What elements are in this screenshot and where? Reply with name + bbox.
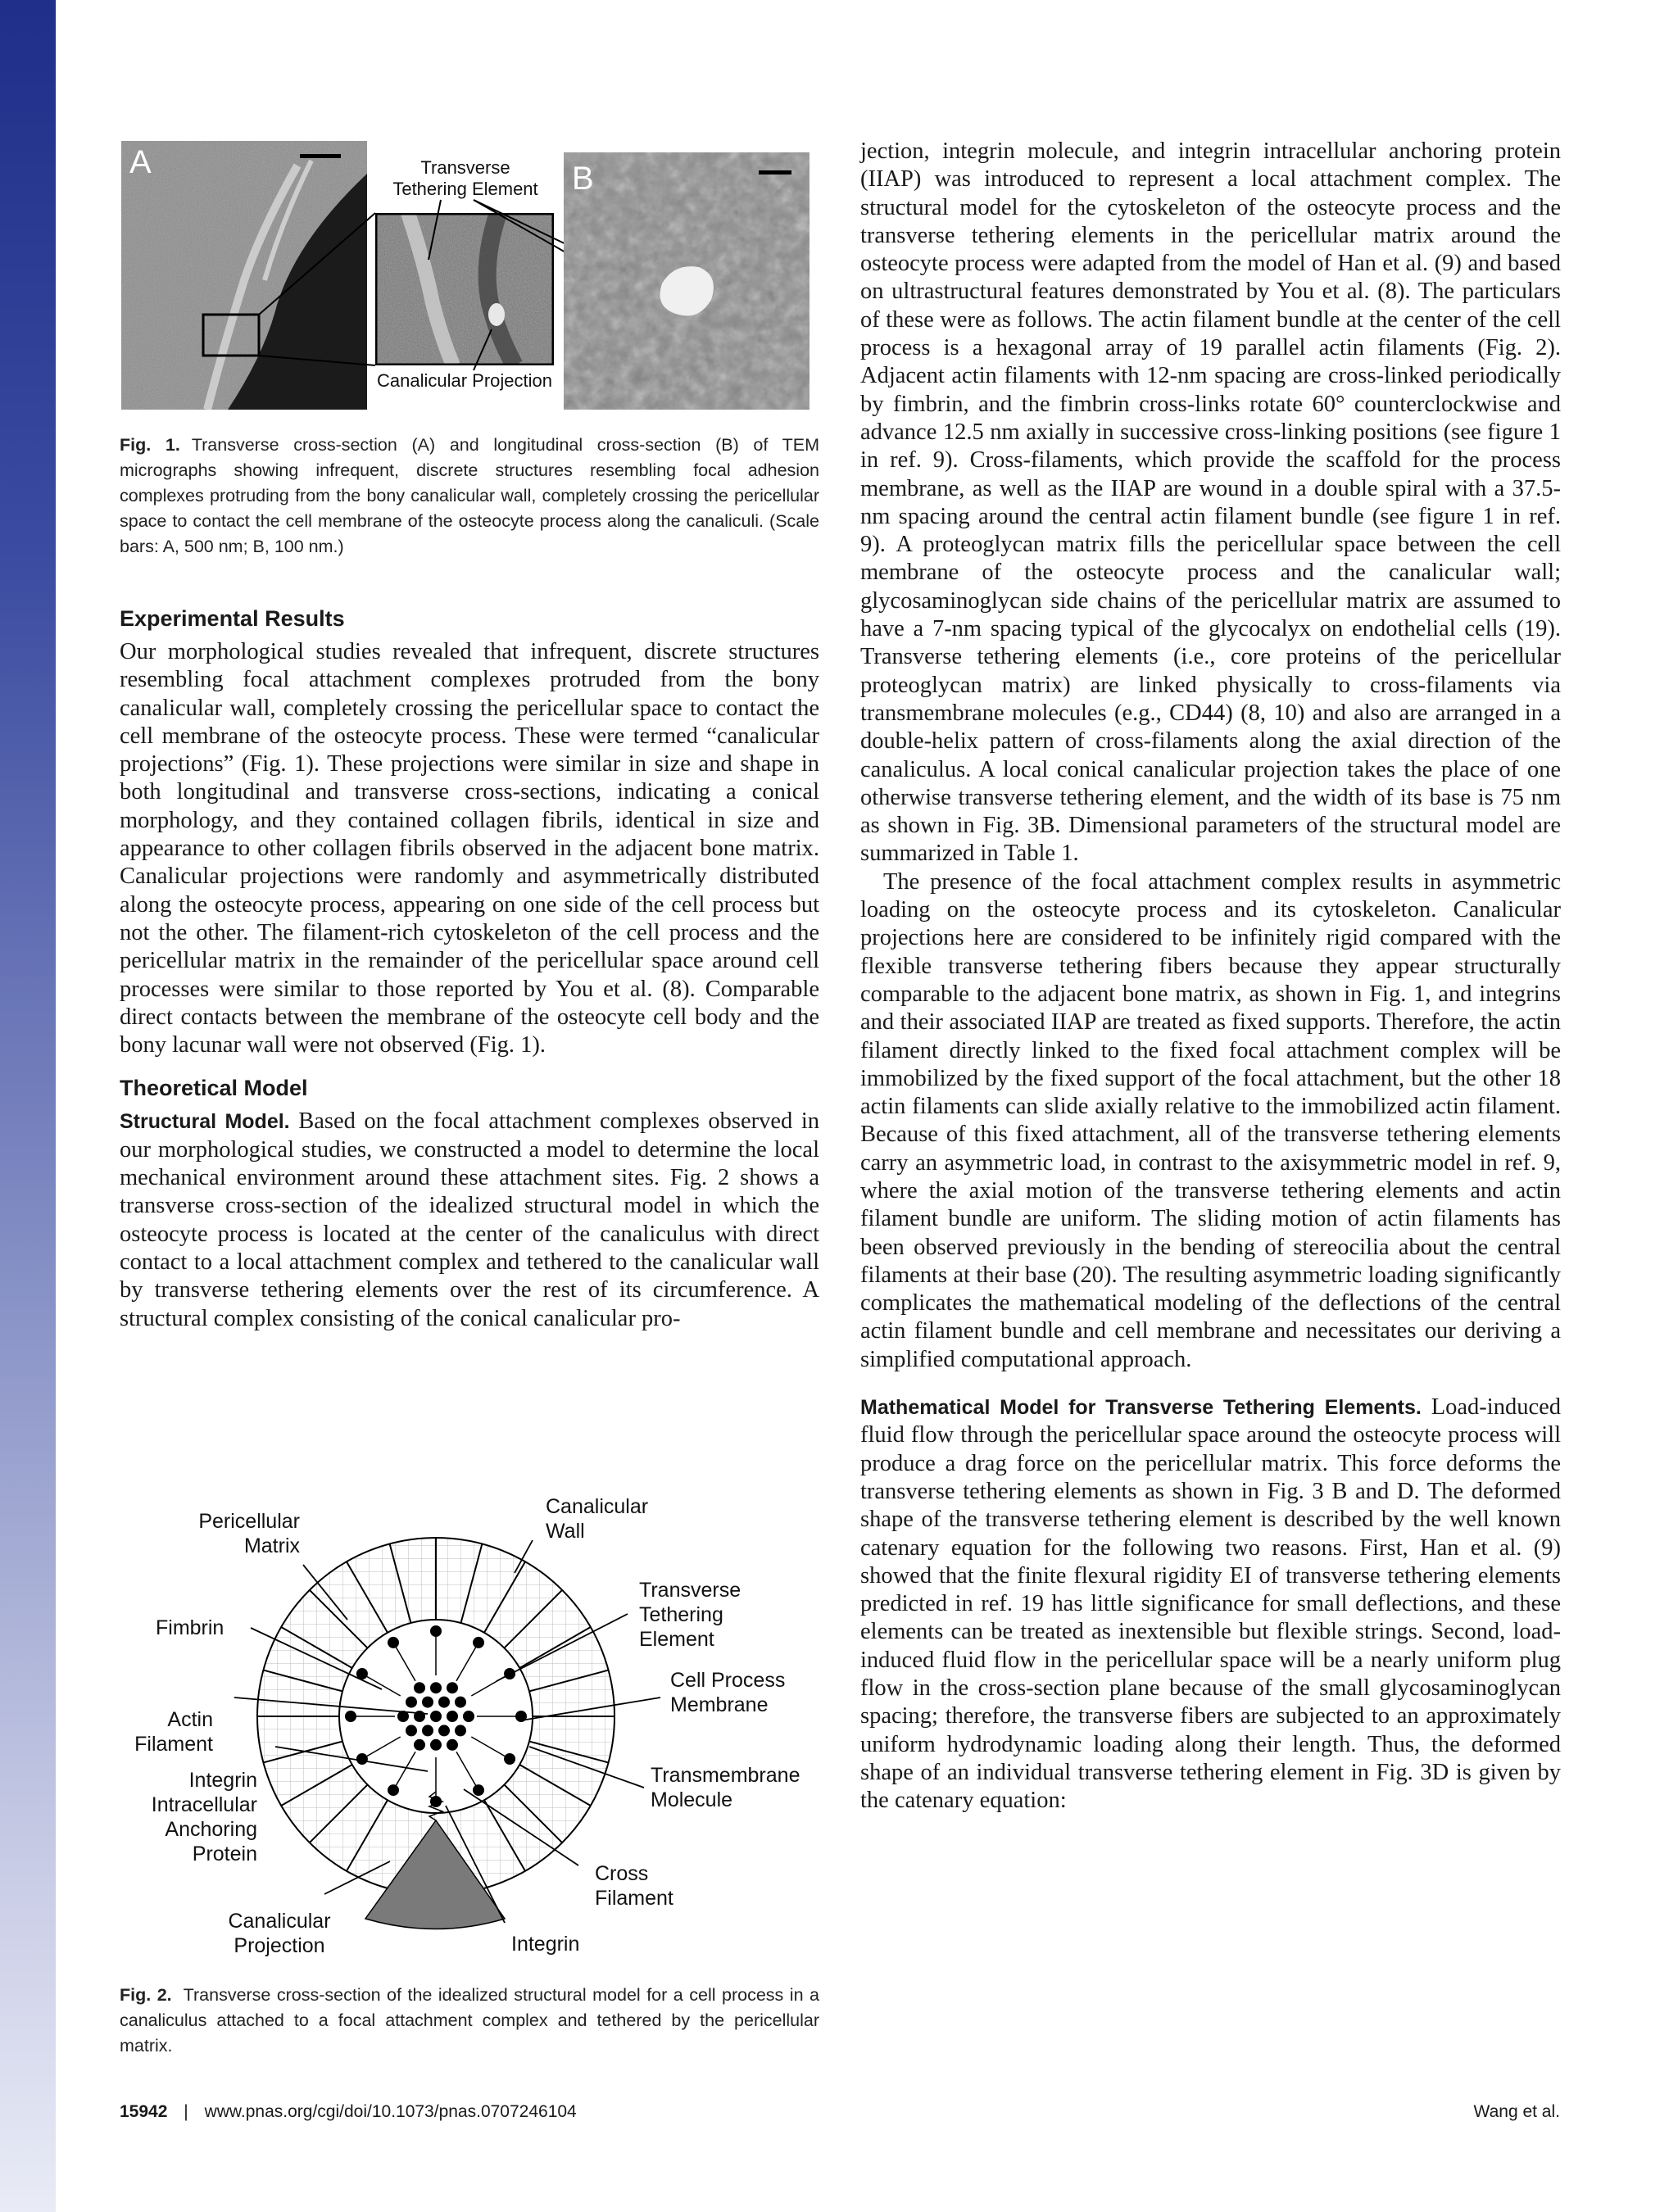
label-canalicular-projection: Canalicular Projection <box>377 370 552 391</box>
heading-theoretical-model: Theoretical Model <box>120 1076 308 1101</box>
label-fimbrin: Fimbrin <box>156 1616 224 1639</box>
fig2-diagram <box>120 1493 819 1968</box>
tem-micrograph-b-image <box>564 152 810 410</box>
doi-link[interactable]: www.pnas.org/cgi/doi/10.1073/pnas.0707246104 <box>204 2102 577 2121</box>
tem-micrograph-a-image <box>121 141 367 410</box>
footer-left <box>120 2102 577 2122</box>
actin-filament-dot <box>422 1725 433 1736</box>
heading-experimental-results: Experimental Results <box>120 606 345 631</box>
actin-filament-dot <box>447 1739 458 1751</box>
cross-filament-dot <box>388 1784 399 1796</box>
actin-filament-dot <box>438 1725 450 1736</box>
cross-filament-dot <box>388 1637 399 1648</box>
paragraph-asymmetric-loading: The presence of the focal attachment complex results in asymmetric loading on the osteocyte process and its cytoskeleton. Canalicular projections here are considered to be infinitely rigid compared with the flexible transverse tethering fibers because they appear structurally comparable to the adjacent bone matrix, as shown in Fig. 1, and integrins and their associated IIAP are treated as fixed supports. Therefore, the actin filament directly linked to the fixed focal attachment complex will be immobilized by the fixed support of the focal attachment, but the other 18 actin filaments can slide axially relative to the immobilized actin filament. Because of this fixed attachment, all of the transverse tethering elements carry an asymmetric load, in contrast to the axisymmetric model in ref. 9, where the axial motion of the transverse tethering elements and actin filament bundle are uniform. The sliding motion of actin filaments has been observed previously in the bending of stereocilia about the central filaments at their base (20). The resulting asymmetric loading significantly complicates the mathematical modeling of the deflections of the central actin filament bundle and cell membrane and necessitates our deriving a simplified computational approach. <box>860 868 1561 1372</box>
footer-separator: | <box>184 2102 188 2121</box>
actin-filament-dot <box>447 1711 458 1722</box>
actin-filament-dot <box>422 1697 433 1708</box>
label-integrin-iap: Integrin Intracellular Anchoring Protein <box>151 1769 257 1865</box>
label-transmembrane-molecule: Transmembrane Molecule <box>651 1764 800 1811</box>
actin-filament-dot <box>430 1711 442 1722</box>
label-cross-filament: Cross Filament <box>595 1862 673 1910</box>
page-number: 15942 <box>120 2102 168 2121</box>
tem-micrograph-a <box>121 141 367 410</box>
label-cell-process-membrane: Cell Process Membrane <box>670 1669 786 1716</box>
left-column <box>120 606 819 1333</box>
actin-filament-dot <box>430 1682 442 1693</box>
paragraph-experimental: Our morphological studies revealed that infrequent, discrete structures resembling focal attachment complexes protruded from the bony canalicular wall, completely crossing the pericellular space to contact the cell membrane of the osteocyte process. These were termed “canalicular projections” (Fig. 1). These projections were similar in size and shape in both longitudinal and transverse cross-sections, indicating a conical morphology, and they contained collagen fibrils, identical in size and appearance to other collagen fibrils observed in the adjacent bone matrix. Canalicular projections were randomly and asymmetrically distributed along the osteocyte process, appearing on one side of the cell process but not the other. The filament-rich cytoskeleton of the cell process and the pericellular matrix in the remainder of the pericellular space around cell processes were similar to those reported by You et al. (8). Comparable direct contacts between the membrane of the osteocyte cell body and the bony lacunar wall were not observed (Fig. 1). <box>120 639 819 1058</box>
actin-filament-dot <box>414 1682 425 1693</box>
cross-filament-dot <box>504 1753 515 1765</box>
label-actin-filament: Actin Filament <box>134 1708 213 1756</box>
cross-filament-dot <box>356 1753 368 1765</box>
figure-1 <box>121 141 810 411</box>
panel-a-letter: A <box>129 144 152 180</box>
label-integrin: Integrin <box>511 1933 580 1956</box>
actin-filament-dot <box>463 1711 474 1722</box>
structural-model-text: Based on the focal attachment complexes observed in our morphological studies, we constructed a model to determine the local mechanical environment around these attachment sites. Fig. 2 shows a transverse cross-section of the idealized structural model in which the osteocyte process is located at the center of the canaliculus with direct contact to a local attachment complex and tethered to the canalicular wall by transverse tethering elements over the rest of its circumference. A structural complex consisting of the conical canalicular pro- <box>120 1108 819 1331</box>
actin-filament-dot <box>455 1697 466 1708</box>
tem-inset <box>375 213 554 365</box>
label-transverse-tethering-element: Transverse Tethering Element <box>639 1579 741 1651</box>
actin-filament-dot <box>406 1697 417 1708</box>
fig1-caption-text: Transverse cross-section (A) and longitudinal cross-section (B) of TEM micrographs showing infrequent, discrete structures resembling focal adhesion complexes protruding from the bony canalicular wall, completely crossing the pericellular space to contact the cell membrane of the osteocyte process along the canaliculi. (Scale bars: A, 500 nm; B, 100 nm.) <box>120 435 819 556</box>
actin-filament-dot <box>430 1739 442 1751</box>
cross-filament-dot <box>430 1625 442 1637</box>
journal-sidebar <box>0 0 56 2212</box>
figure-2 <box>120 1493 819 1968</box>
mathematical-model-text: Load-induced fluid flow through the pericellular space around the osteocyte process will produce a drag force on the pericellular matrix. This force deforms the transverse tethering elements as shown in Fig. 3 B and D. The deformed shape of the transverse tethering element is described by the well known catenary equation for the following two reasons. First, Han et al. (9) showed that the finite flexural rigidity EI of transverse tethering elements predicted in ref. 19 has little significance for small deflections, and these elements can be treated as inextensible but flexible strings. Second, load-induced fluid flow in the pericellular space will be a nearly uniform plug flow in the cross-section plane because of the small glycosaminoglycan spacing; therefore, the transverse fibers are subjected to an approximately uniform hydrodynamic loading along their length. Thus, the deformed shape of an individual transverse tethering element in Fig. 3D is given by the catenary equation: <box>860 1394 1562 1814</box>
fig2-caption-label: Fig. 2. <box>120 1985 172 2005</box>
label-canalicular-projection: Canalicular Projection <box>228 1910 331 1957</box>
actin-filament-dot <box>438 1697 450 1708</box>
paragraph-structural-model <box>120 1108 819 1332</box>
actin-filament-dot <box>447 1682 458 1693</box>
runin-structural-model: Structural Model. <box>120 1110 290 1134</box>
label-transverse-tethering: Transverse Tethering Element <box>392 157 538 199</box>
actin-filament-dot <box>414 1739 425 1751</box>
paragraph-mathematical-model <box>860 1394 1561 1815</box>
cross-filament-dot <box>345 1711 356 1722</box>
cross-filament-dot <box>473 1637 484 1648</box>
paragraph-model-details: jection, integrin molecule, and integrin intracellular anchoring protein (IIAP) was introduced to represent a local attachment complex. The structural model for the cytoskeleton of the osteocyte process and the transverse tethering elements in the pericellular matrix around the osteocyte process were adapted from the model of Han et al. (9) and based on ultrastructural features demonstrated by You et al. (8). The particulars of these were as follows. The actin filament bundle at the center of the cell process is a hexagonal array of 19 parallel actin filaments (Fig. 2). Adjacent actin filaments with 12-nm spacing are cross-linked periodically by fimbrin, and the fimbrin cross-links rotate 60° counterclockwise and advance 12.5 nm axially in successive cross-linking positions (see figure 1 in ref. 9). Cross-filaments, which provide the scaffold for the process membrane, as well as the IIAP are wound in a double spiral with a 37.5-nm spacing around the central actin filament bundle (see figure 1 in ref. 9). A proteoglycan matrix fills the pericellular space between the cell membrane of the osteocyte process and the canalicular wall; glycosaminoglycan side chains of the pericellular matrix are assumed to have a 7-nm spacing typical of the glycocalyx on endothelial cells (19). Transverse tethering elements (i.e., core proteins of the pericellular proteoglycan matrix) are linked physically to cross-filaments via transmembrane molecules (e.g., CD44) (8, 10) and also are arranged in a double-helix pattern of cross-filaments along the axial direction of the canaliculus. A local conical canalicular projection takes the place of one otherwise transverse tethering element, and the width of its base is 75 nm as shown in Fig. 3B. Dimensional parameters of the structural model are summarized in Table 1. <box>860 138 1561 867</box>
fig1-caption-label: Fig. 1. <box>120 435 180 455</box>
panel-b-letter: B <box>572 161 594 197</box>
fig2-caption-text: Transverse cross-section of the idealized structural model for a cell process in a canaliculus attached to a focal attachment complex and tethered by the pericellular matrix. <box>120 1985 819 2056</box>
fig2-caption <box>120 1983 819 2059</box>
actin-filament-dot <box>455 1725 466 1736</box>
label-canalicular-wall: Canalicular Wall <box>546 1495 649 1543</box>
right-column <box>860 138 1561 1815</box>
label-pericellular-matrix: Pericellular Matrix <box>198 1510 300 1557</box>
footer-authors: Wang et al. <box>1473 2102 1560 2121</box>
tem-micrograph-b <box>564 152 810 410</box>
tem-inset-image <box>375 213 554 365</box>
fig1-caption <box>120 433 819 560</box>
runin-mathematical-model: Mathematical Model for Transverse Tethering Elements. <box>860 1396 1422 1420</box>
actin-filament-dot <box>406 1725 417 1736</box>
cross-filament-dot <box>473 1784 484 1796</box>
